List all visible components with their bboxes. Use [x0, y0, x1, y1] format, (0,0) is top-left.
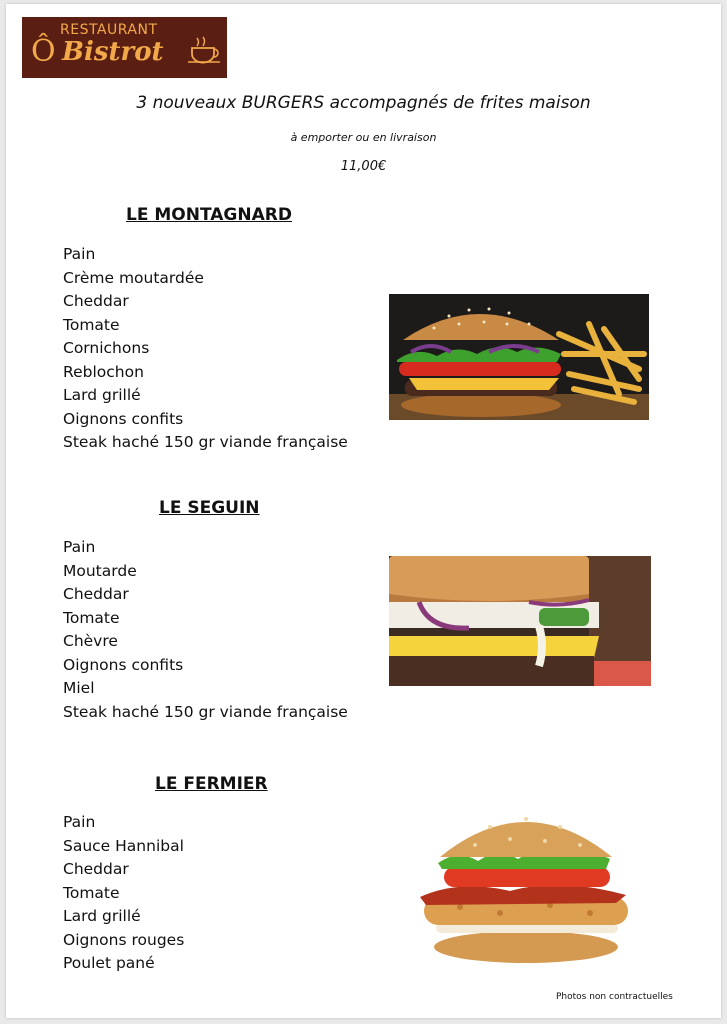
- ingredient: Miel: [63, 679, 95, 697]
- logo-prefix: Ô: [31, 34, 56, 69]
- burger-title-montagnard: LE MONTAGNARD: [126, 205, 292, 225]
- ingredient: Tomate: [63, 315, 120, 334]
- ingredient: Cheddar: [63, 585, 129, 603]
- ingredient: Lard grillé: [63, 386, 141, 404]
- logo-name: Bistrot: [62, 37, 164, 67]
- ingredient: Steak haché 150 gr viande française: [63, 433, 348, 451]
- ingredient-list-fermier: [63, 811, 184, 976]
- ingredient: Cheddar: [63, 292, 129, 310]
- ingredient: Tomate: [63, 608, 120, 627]
- ingredient: Oignons rouges: [63, 930, 185, 949]
- ingredient: Lard grillé: [63, 907, 141, 925]
- ingredient: Steak haché 150 gr viande française: [63, 702, 348, 721]
- ingredient: Oignons confits: [63, 409, 184, 428]
- ingredient: Oignons confits: [63, 655, 184, 674]
- photo-disclaimer: Photos non contractuelles: [556, 992, 673, 1002]
- ingredient-list-montagnard: [63, 243, 348, 455]
- ingredient: Poulet pané: [63, 954, 155, 972]
- restaurant-logo: [22, 17, 227, 78]
- ingredient: Pain: [63, 538, 96, 556]
- burger-photo-fermier: [410, 805, 640, 965]
- ingredient: Cornichons: [63, 339, 150, 357]
- burger-title-seguin: LE SEGUIN: [159, 498, 260, 518]
- ingredient: Pain: [63, 813, 96, 831]
- coffee-cup-icon: [187, 34, 223, 66]
- delivery-note: à emporter ou en livraison: [290, 131, 437, 144]
- ingredient: Sauce Hannibal: [63, 836, 184, 855]
- ingredient: Chèvre: [63, 632, 118, 650]
- price: 11,00€: [340, 159, 387, 174]
- headline: 3 nouveaux BURGERS accompagnés de frites maison: [136, 93, 591, 113]
- burger-title-fermier: LE FERMIER: [155, 774, 268, 794]
- ingredient: Tomate: [63, 883, 120, 902]
- ingredient: Pain: [63, 245, 96, 263]
- ingredient: Moutarde: [63, 561, 137, 580]
- ingredient: Reblochon: [63, 362, 144, 381]
- logo-restaurant-word: RESTAURANT: [60, 22, 158, 38]
- ingredient-list-seguin: [63, 536, 348, 724]
- burger-photo-seguin: [389, 556, 651, 686]
- burger-photo-montagnard: [389, 294, 649, 420]
- ingredient: Cheddar: [63, 860, 129, 878]
- ingredient: Crème moutardée: [63, 268, 204, 287]
